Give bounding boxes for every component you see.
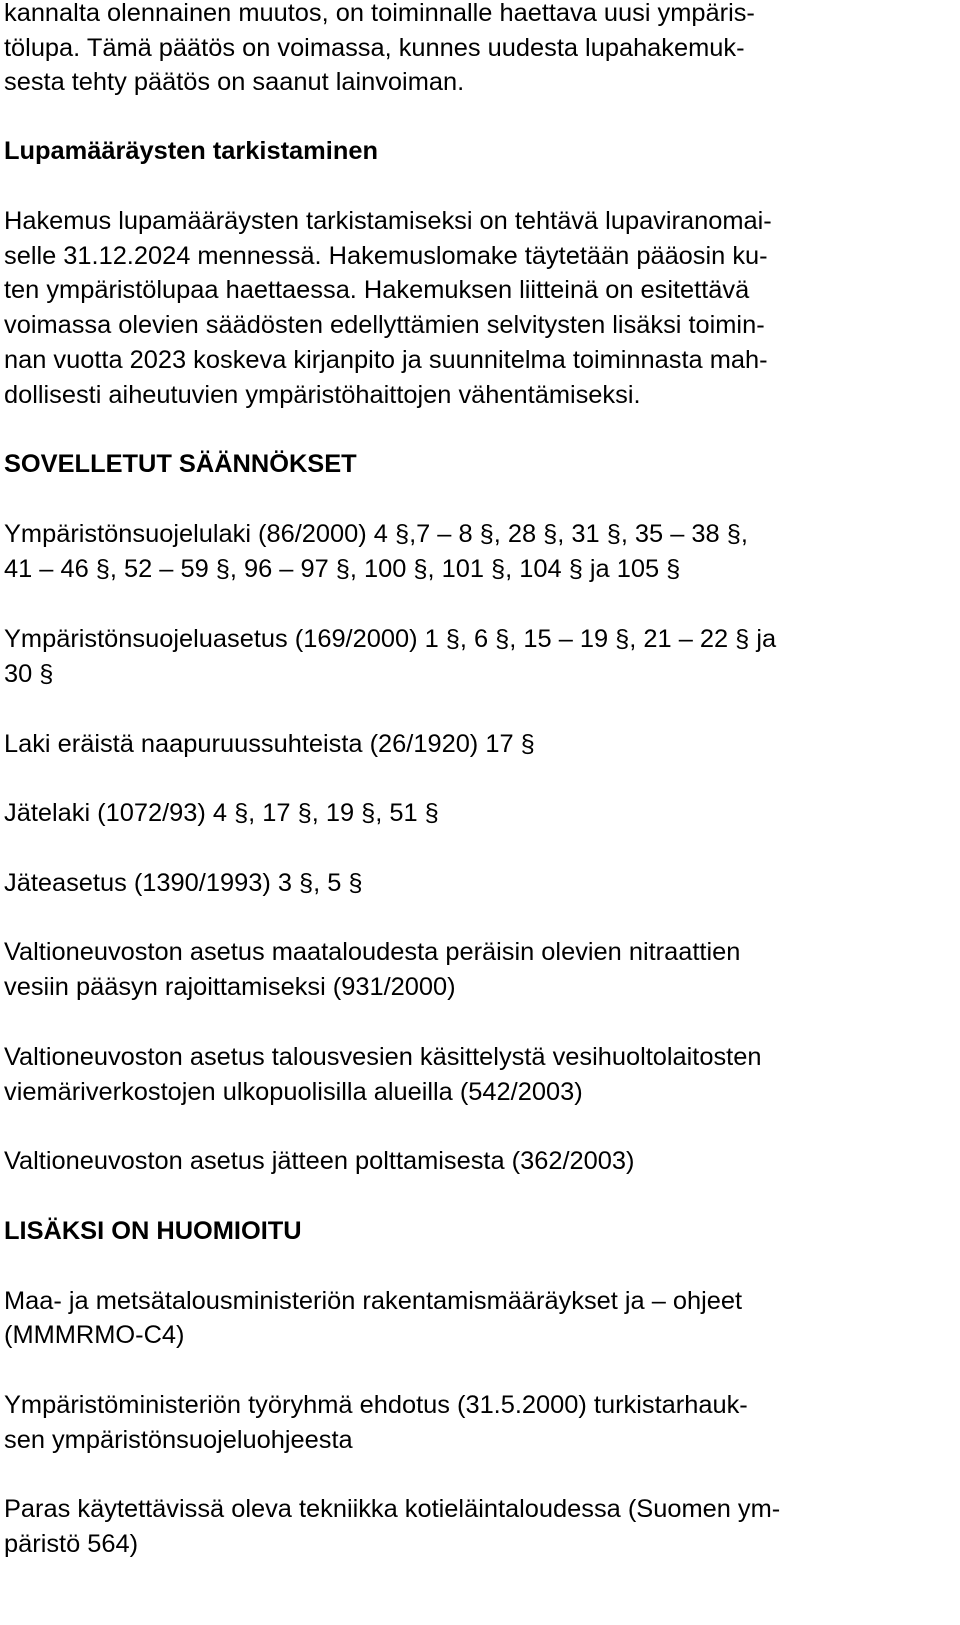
text-line: dollisesti aiheutuvien ympäristöhaittojen vähentämiseksi. bbox=[4, 381, 641, 409]
text-line: Ympäristönsuojelulaki (86/2000) 4 §,7 – 8 §, 28 §, 31 §, 35 – 38 §, bbox=[4, 520, 748, 548]
text-line: Valtioneuvoston asetus jätteen polttamisesta (362/2003) bbox=[4, 1147, 635, 1175]
section-heading: Lupamääräysten tarkistaminen bbox=[4, 137, 378, 165]
text-line: sen ympäristönsuojeluohjeesta bbox=[4, 1426, 353, 1454]
text-line: 41 – 46 §, 52 – 59 §, 96 – 97 §, 100 §, 101 §, 104 § ja 105 § bbox=[4, 555, 681, 583]
text-line: Valtioneuvoston asetus maataloudesta peräisin olevien nitraattien bbox=[4, 938, 741, 966]
section-heading: LISÄKSI ON HUOMIOITU bbox=[4, 1217, 302, 1245]
text-line: Jäteasetus (1390/1993) 3 §, 5 § bbox=[4, 869, 363, 897]
text-line: Ympäristöministeriön työryhmä ehdotus (31.5.2000) turkistarhauk- bbox=[4, 1391, 748, 1419]
text-line: voimassa olevien säädösten edellyttämien selvitysten lisäksi toimin- bbox=[4, 311, 765, 339]
text-line: nan vuotta 2023 koskeva kirjanpito ja suunnitelma toiminnasta mah- bbox=[4, 346, 768, 374]
text-line: päristö 564) bbox=[4, 1530, 139, 1558]
text-line: Laki eräistä naapuruussuhteista (26/1920) 17 § bbox=[4, 730, 535, 758]
text-line: kannalta olennainen muutos, on toiminnalle haettava uusi ympäris- bbox=[4, 0, 755, 27]
text-line: viemäriverkostojen ulkopuolisilla alueilla (542/2003) bbox=[4, 1078, 583, 1106]
text-line: Maa- ja metsätalousministeriön rakentamismääräykset ja – ohjeet bbox=[4, 1287, 743, 1315]
text-line: tölupa. Tämä päätös on voimassa, kunnes uudesta lupahakemuk- bbox=[4, 34, 745, 62]
text-line: Jätelaki (1072/93) 4 §, 17 §, 19 §, 51 § bbox=[4, 799, 439, 827]
text-line: selle 31.12.2024 mennessä. Hakemuslomake täytetään pääosin ku- bbox=[4, 242, 768, 270]
text-line: sesta tehty päätös on saanut lainvoiman. bbox=[4, 68, 465, 96]
text-line: Valtioneuvoston asetus talousvesien käsittelystä vesihuoltolaitosten bbox=[4, 1043, 762, 1071]
text-line: 30 § bbox=[4, 660, 54, 688]
text-line: ten ympäristölupaa haettaessa. Hakemuksen liitteinä on esitettävä bbox=[4, 276, 750, 304]
section-heading: SOVELLETUT SÄÄNNÖKSET bbox=[4, 450, 357, 478]
text-line: vesiin pääsyn rajoittamiseksi (931/2000) bbox=[4, 973, 456, 1001]
text-line: Ympäristönsuojeluasetus (169/2000) 1 §, 6 §, 15 – 19 §, 21 – 22 § ja bbox=[4, 625, 777, 653]
text-line: Hakemus lupamääräysten tarkistamiseksi on tehtävä lupaviranomai- bbox=[4, 207, 772, 235]
text-line: (MMMRMO-C4) bbox=[4, 1321, 185, 1349]
text-line: Paras käytettävissä oleva tekniikka kotieläintaloudessa (Suomen ym- bbox=[4, 1495, 781, 1523]
